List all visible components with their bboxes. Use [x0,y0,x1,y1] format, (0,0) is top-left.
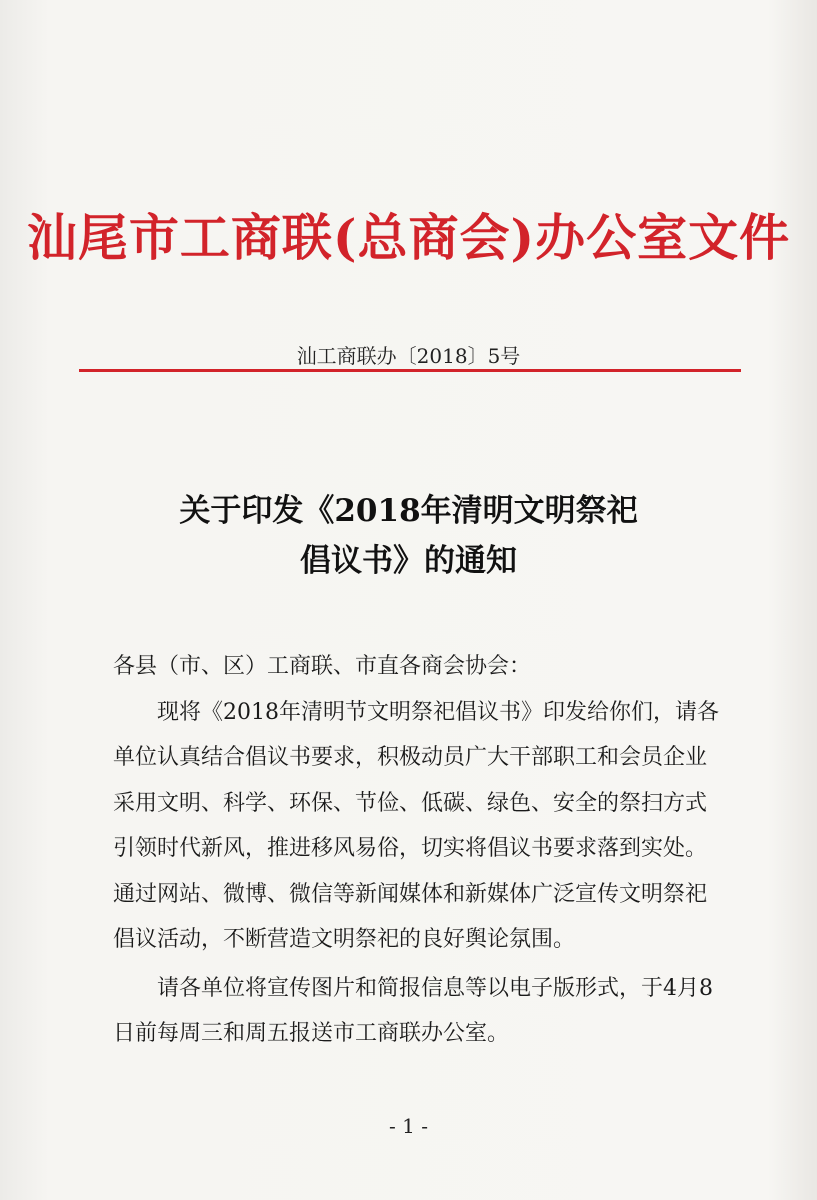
paragraph-2-line: 日前每周三和周五报送市工商联办公室。 [113,1021,510,1046]
notice-title [0,486,817,586]
paragraph-1-line: 单位认真结合倡议书要求，积极动员广大干部职工和会员企业 [113,745,708,770]
paragraph-2-line: 请各单位将宣传图片和简报信息等以电子版形式，于4月8 [157,975,713,1001]
document-header-title: 汕尾市工商联(总商会)办公室文件 [26,208,791,267]
paragraph-1-line: 现将《2018年清明节文明祭祀倡议书》印发给你们，请各 [157,699,719,725]
document-number: 汕工商联办〔2018〕5号 [296,344,521,368]
notice-body [113,644,723,1057]
notice-title-line-1: 关于印发《2018年清明文明祭祀 [179,493,638,529]
paragraph-1-line: 倡议活动，不断营造文明祭祀的良好舆论氛围。 [113,927,576,952]
addressee: 各县（市、区）工商联、市直各商会协会： [113,654,532,679]
red-divider-line [79,369,741,372]
page-number: - 1 - [389,1114,428,1138]
paragraph-1-line: 通过网站、微博、微信等新闻媒体和新媒体广泛宣传文明祭祀 [113,881,708,907]
paragraph-1-line: 引领时代新风，推进移风易俗，切实将倡议书要求落到实处。 [113,836,708,861]
notice-title-line-2: 倡议书》的通知 [300,543,517,579]
paragraph-1-line: 采用文明、科学、环保、节俭、低碳、绿色、安全的祭扫方式 [113,790,708,816]
